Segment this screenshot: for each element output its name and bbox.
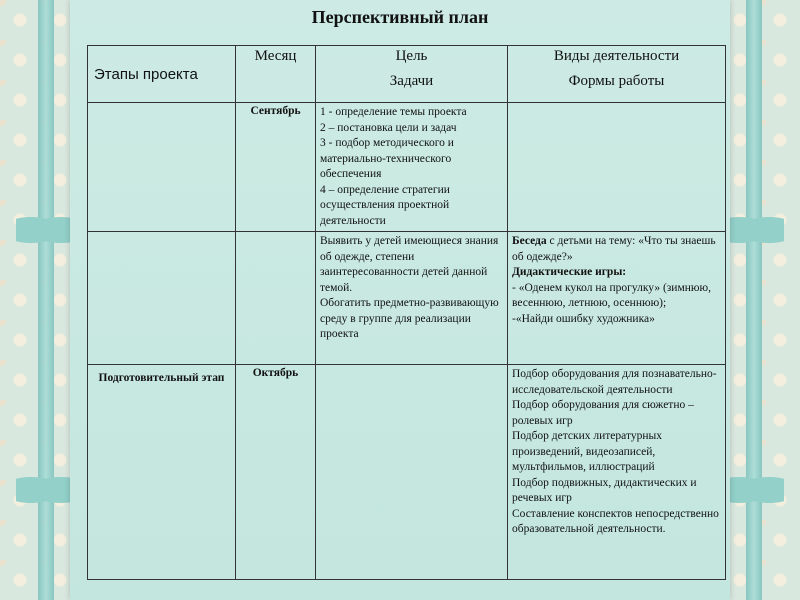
table-row [88, 365, 726, 580]
activity-text: с детьми на тему: «Что ты знаешь об одежде?» [512, 235, 716, 263]
cell-stage-empty [88, 103, 236, 232]
month-september: Сентябрь [250, 105, 301, 117]
game-line: - «Оденем кукол на прогулку» (зимнюю, весеннюю, летнюю, осеннюю); [512, 281, 711, 309]
table-row [88, 232, 726, 365]
cell-month-empty [236, 232, 316, 365]
stage-preparatory: Подготовительный этап [98, 372, 225, 384]
form-line: Подбор подвижных, дидактических и речевых игр [512, 476, 697, 504]
cell-stage [88, 365, 236, 580]
goal-line: 4 – определение стратегии осуществления проектной деятельности [320, 183, 450, 227]
ribbon-right [746, 0, 762, 600]
cell-stage-empty [88, 232, 236, 365]
form-line: Составление конспектов непосредственно образовательной деятельности. [512, 507, 719, 535]
form-line: Подбор оборудования для познавательно-исследовательской деятельности [512, 368, 717, 396]
header-activities [508, 46, 726, 103]
form-line: Подбор оборудования для сюжетно – ролевых игр [512, 399, 694, 427]
bow-decoration [16, 210, 76, 250]
cell-month [236, 365, 316, 580]
header-month-label: Месяц [254, 48, 297, 64]
plan-table [87, 45, 726, 580]
month-october: Октябрь [252, 367, 299, 379]
bow-decoration [724, 210, 784, 250]
cell-forms-empty [508, 103, 726, 232]
cell-activities [508, 232, 726, 365]
cell-goals-empty [316, 365, 508, 580]
table-row [88, 103, 726, 232]
goal-line: 2 – постановка цели и задач [320, 121, 457, 134]
cell-month [236, 103, 316, 232]
games-title: Дидактические игры: [512, 266, 627, 278]
header-stages [88, 46, 236, 103]
header-month [236, 46, 316, 103]
activity-title: Беседа [512, 235, 547, 247]
header-activities-label: Виды деятельности [553, 48, 680, 64]
header-tasks-label: Задачи [389, 73, 434, 89]
activity-conversation [512, 234, 721, 265]
cell-forms [508, 365, 726, 580]
header-stages-label: Этапы проекта [94, 65, 198, 83]
header-goal-label: Цель [395, 48, 428, 64]
header-forms-label: Формы работы [568, 73, 665, 89]
goal-line: Обогатить предметно-развивающую среду в группе для реализации проекта [320, 297, 499, 340]
cell-goals [316, 232, 508, 365]
cell-goals [316, 103, 508, 232]
goal-line: 1 - определение темы проекта [320, 106, 467, 118]
form-line: Подбор детских литературных произведений, видеозаписей, мультфильмов, иллюстраций [512, 430, 662, 473]
goal-line: 3 - подбор методического и материально-технического обеспечения [320, 137, 454, 180]
bow-decoration [16, 470, 76, 510]
table-header-row [88, 46, 726, 103]
goal-line: Выявить у детей имеющиеся знания об одежде, степени заинтересованности детей данной темой. [320, 235, 499, 294]
bow-decoration [724, 470, 784, 510]
page-title: Перспективный план [311, 7, 489, 27]
ribbon-left [38, 0, 54, 600]
game-line: -«Найди ошибку художника» [512, 312, 655, 325]
header-goal [316, 46, 508, 103]
